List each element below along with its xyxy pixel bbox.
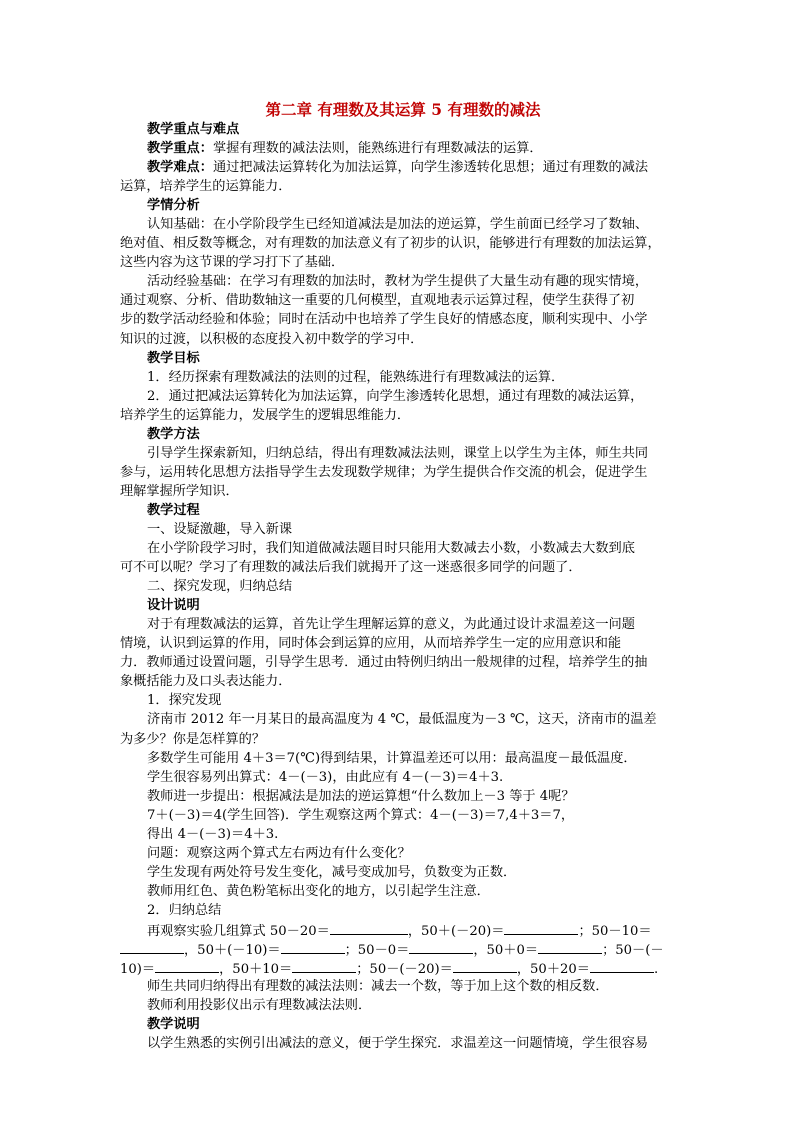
paragraph-line: 教师进一步提出：根据减法是加法的逆运算想“什么数加上－3 等于 4呢？ <box>147 788 575 804</box>
paragraph-line: 得出 4－(－3)＝4＋3. <box>147 826 279 842</box>
answer-blank[interactable] <box>292 958 356 973</box>
paragraph-line: 学生发现有两处符号发生变化，减号变成加号，负数变为正数． <box>147 864 517 880</box>
paragraph-line: 问题：观察这两个算式左右两边有什么变化？ <box>147 845 411 861</box>
answer-blank[interactable] <box>120 939 184 954</box>
subheading: 二、探究发现，归纳总结 <box>147 579 293 595</box>
paragraph-line: 参与，运用转化思想方法指导学生去发现数学规律；为学生提供合作交流的机会，促进学生 <box>120 464 648 480</box>
paragraph-line: 教师利用投影仪出示有理数减法法则． <box>147 998 372 1014</box>
answer-blank[interactable] <box>409 939 473 954</box>
subheading: 一、设疑激趣，导入新课 <box>147 521 293 537</box>
paragraph-line: 活动经验基础：在学习有理数的加法时，教材为学生提供了大量生动有趣的现实情境， <box>147 274 649 290</box>
paragraph-line: 引导学生探索新知，归纳总结，得出有理数减法法则，课堂上以学生为主体，师生共同 <box>147 445 649 461</box>
paragraph-line: 认知基础：在小学阶段学生已经知道减法是加法的逆运算，学生前面已经学习了数轴、 <box>147 217 649 233</box>
answer-blank[interactable] <box>504 920 578 935</box>
paragraph-line: 7＋(－3)＝4(学生回答)．学生观察这两个算式：4－(－3)＝7,4＋3＝7， <box>147 807 575 823</box>
paragraph-line: 这些内容为这节课的学习打下了基础． <box>120 255 345 271</box>
subheading: 2．归纳总结 <box>147 902 222 918</box>
heading-design-notes: 设计说明 <box>147 598 200 614</box>
paragraph-line: 在小学阶段学习时，我们知道做减法题目时只能用大数减去小数，小数减去大数到底 <box>147 541 635 557</box>
subtraction-rule: 师生共同归纳得出有理数的减法法则：减去一个数，等于加上这个数的相反数． <box>147 979 609 995</box>
heading-methods: 教学方法 <box>147 426 200 442</box>
paragraph-line: 绝对值、相反数等概念，对有理数的加法意义有了初步的认识，能够进行有理数的加法运算， <box>120 236 661 252</box>
paragraph-line: 济南市 2012 年一月某日的最高温度为 4 ℃，最低温度为－3 ℃，这天，济南市的温差 <box>147 712 657 728</box>
paragraph-line: 学生很容易列出算式：4－(－3)，由此应有 4－(－3)＝4＋3. <box>147 769 504 785</box>
paragraph-line: 可不可以呢？学习了有理数的减法后我们就揭开了这一迷惑很多同学的问题了． <box>120 560 582 576</box>
paragraph-line: 对于有理数减法的运算，首先让学生理解运算的意义，为此通过设计求温差这一问题 <box>147 617 635 633</box>
objective-item-cont: 培养学生的运算能力，发展学生的逻辑思维能力． <box>120 407 411 423</box>
answer-blank[interactable] <box>155 958 219 973</box>
paragraph-line: 教师用红色、黄色粉笔标出变化的地方，以引起学生注意． <box>147 883 490 899</box>
objective-item: 1．经历探索有理数减法的法则的过程，能熟练进行有理数减法的运算． <box>147 369 565 385</box>
paragraph-line: 知识的过渡，以积极的态度投入初中数学的学习中． <box>120 331 424 347</box>
subheading: 1．探究发现 <box>147 693 222 709</box>
objective-item: 2．通过把减法运算转化为加法运算，向学生渗透转化思想，通过有理数的减法运算， <box>147 388 644 404</box>
paragraph-line: 象概括能力及口头表达能力． <box>120 674 292 690</box>
exercise-row: 再观察实验几组算式 50－20＝ ，50＋(－20)＝ ；50－10＝ <box>120 920 676 939</box>
heading-student-analysis: 学情分析 <box>147 198 200 214</box>
paragraph-line: 理解掌握所学知识． <box>120 483 239 499</box>
heading-objectives: 教学目标 <box>147 350 200 366</box>
paragraph-line: 力．教师通过设置问题，引导学生思考．通过由特例归纳出一般规律的过程，培养学生的抽 <box>120 655 648 671</box>
document-page <box>120 100 676 1053</box>
paragraph-line: 以学生熟悉的实例引出减法的意义，便于学生探究．求温差这一问题情境，学生很容易 <box>147 1036 649 1052</box>
heading-teaching-notes: 教学说明 <box>147 1017 200 1033</box>
document-title: 第二章 有理数及其运算 5 有理数的减法 <box>265 100 541 119</box>
heading-key-points: 教学重点与难点 <box>147 122 240 137</box>
exercise-row: ，50＋(－10)＝ ；50－0＝ ，50＋0＝ ；50－(－ <box>120 939 676 958</box>
answer-blank[interactable] <box>281 939 345 954</box>
answer-blank[interactable] <box>590 958 654 973</box>
paragraph-line: 多数学生可能用 4＋3＝7(℃)得到结果，计算温差还可以用：最高温度－最低温度． <box>147 750 637 766</box>
paragraph-line: 为多少？你是怎样算的？ <box>120 731 266 747</box>
paragraph-line: 通过观察、分析、借助数轴这一重要的几何模型，直观地表示运算过程，使学生获得了初 <box>120 293 635 309</box>
difficult-point: 教学难点：通过把减法运算转化为加法运算，向学生渗透转化思想；通过有理数的减法 <box>147 160 649 176</box>
difficult-point-cont: 运算，培养学生的运算能力． <box>120 179 292 195</box>
exercise-row: 10)＝ ，50＋10＝ ；50－(－20)＝ ，50＋20＝ . <box>120 958 676 977</box>
paragraph-line: 情境，认识到运算的作用，同时体会到运算的应用，从而培养学生一定的应用意识和能 <box>120 636 622 652</box>
key-point: 教学重点：掌握有理数的减法法则，能熟练进行有理数减法的运算． <box>147 141 543 157</box>
answer-blank[interactable] <box>538 939 602 954</box>
answer-blank[interactable] <box>453 958 517 973</box>
paragraph-line: 步的数学活动经验和体验；同时在活动中也培养了学生良好的情感态度，顺利实现中、小学 <box>120 312 648 328</box>
heading-process: 教学过程 <box>147 502 200 518</box>
answer-blank[interactable] <box>330 920 408 935</box>
